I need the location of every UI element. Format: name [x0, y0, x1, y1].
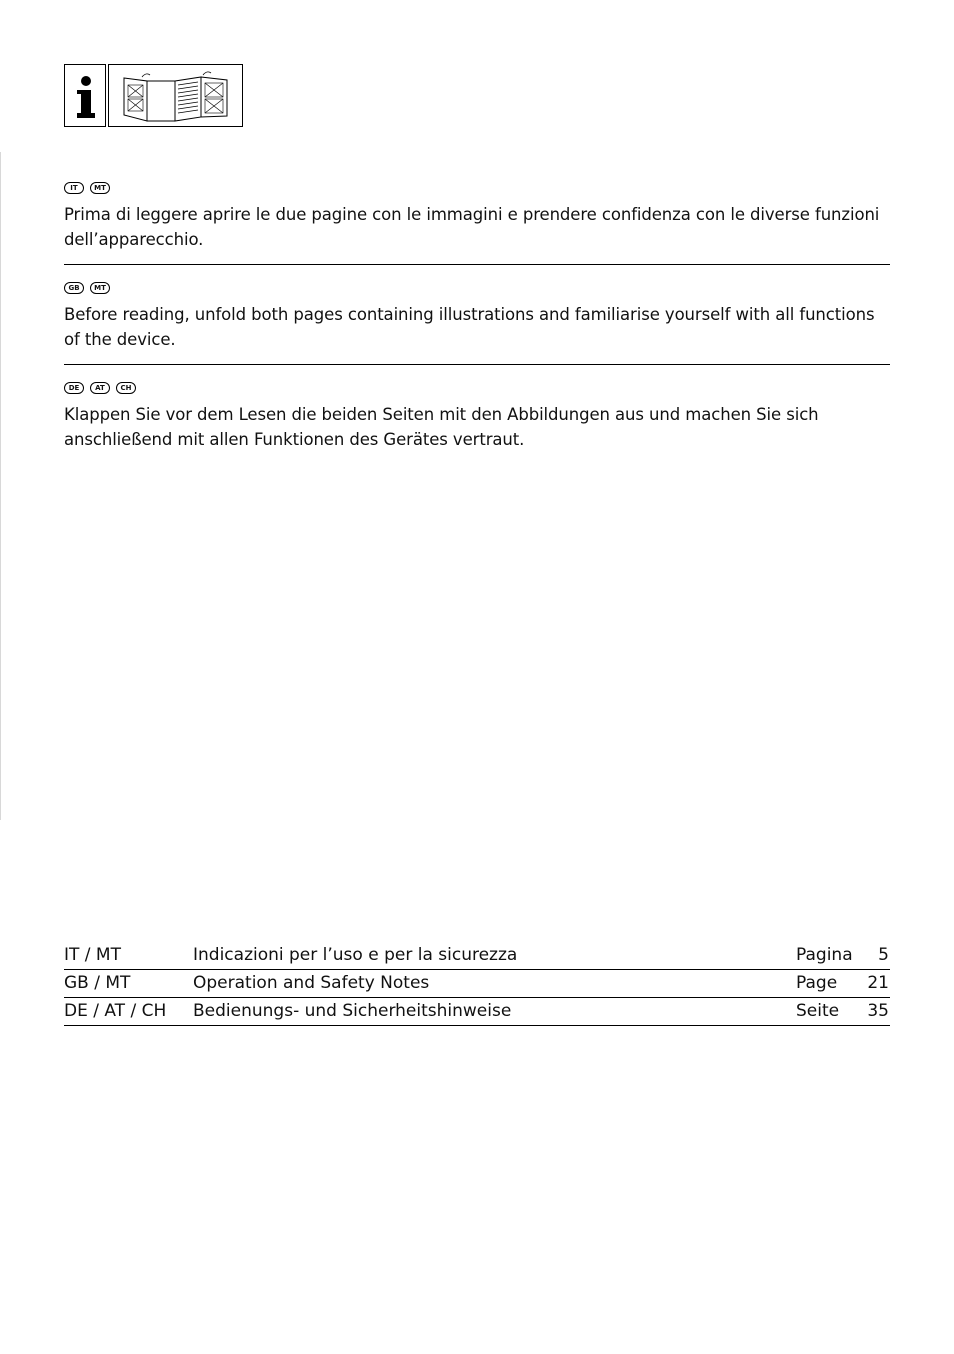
toc-row[interactable] [64, 942, 890, 970]
toc-row[interactable] [64, 970, 890, 998]
intro-section-de [64, 380, 890, 452]
table-of-contents [64, 942, 890, 1026]
divider [64, 364, 890, 365]
country-badge: AT [90, 382, 110, 394]
intro-text: Prima di leggere aprire le due pagine con le immagini e prendere confidenza con le diverse funzioni dell’apparecchio. [64, 205, 880, 249]
intro-text: Klappen Sie vor dem Lesen die beiden Seiten mit den Abbildungen aus und machen Sie sich anschließend mit allen Funktionen des Gerätes vertraut. [64, 405, 819, 449]
toc-page-number: 5 [878, 945, 889, 965]
country-badge: IT [64, 182, 84, 194]
toc-language-code: IT / MT [64, 945, 121, 965]
toc-row[interactable] [64, 998, 890, 1026]
country-badge: MT [90, 282, 110, 294]
intro-section-it [64, 180, 890, 252]
divider [64, 264, 890, 265]
country-badge: MT [90, 182, 110, 194]
country-badges [64, 380, 890, 396]
fold-out-pages-icon [108, 64, 243, 127]
page-edge-rule [0, 152, 1, 820]
toc-page-number: 35 [867, 1001, 889, 1021]
toc-page-label: Pagina [796, 945, 853, 965]
toc-title: Bedienungs- und Sicherheitshinweise [193, 1001, 512, 1021]
country-badges [64, 280, 890, 296]
toc-language-code: DE / AT / CH [64, 1001, 167, 1021]
toc-language-code: GB / MT [64, 973, 131, 993]
intro-section-gb [64, 280, 890, 352]
toc-title: Operation and Safety Notes [193, 973, 430, 993]
toc-page-number: 21 [867, 973, 889, 993]
toc-title: Indicazioni per l’uso e per la sicurezza [193, 945, 518, 965]
country-badge: GB [64, 282, 84, 294]
country-badge: DE [64, 382, 84, 394]
country-badges [64, 180, 890, 196]
toc-page-label: Seite [796, 1001, 840, 1021]
info-icon [64, 64, 106, 127]
country-badge: CH [116, 382, 136, 394]
toc-page-label: Page [796, 973, 838, 993]
intro-text: Before reading, unfold both pages containing illustrations and familiarise yourself with all functions of the device. [64, 305, 875, 349]
